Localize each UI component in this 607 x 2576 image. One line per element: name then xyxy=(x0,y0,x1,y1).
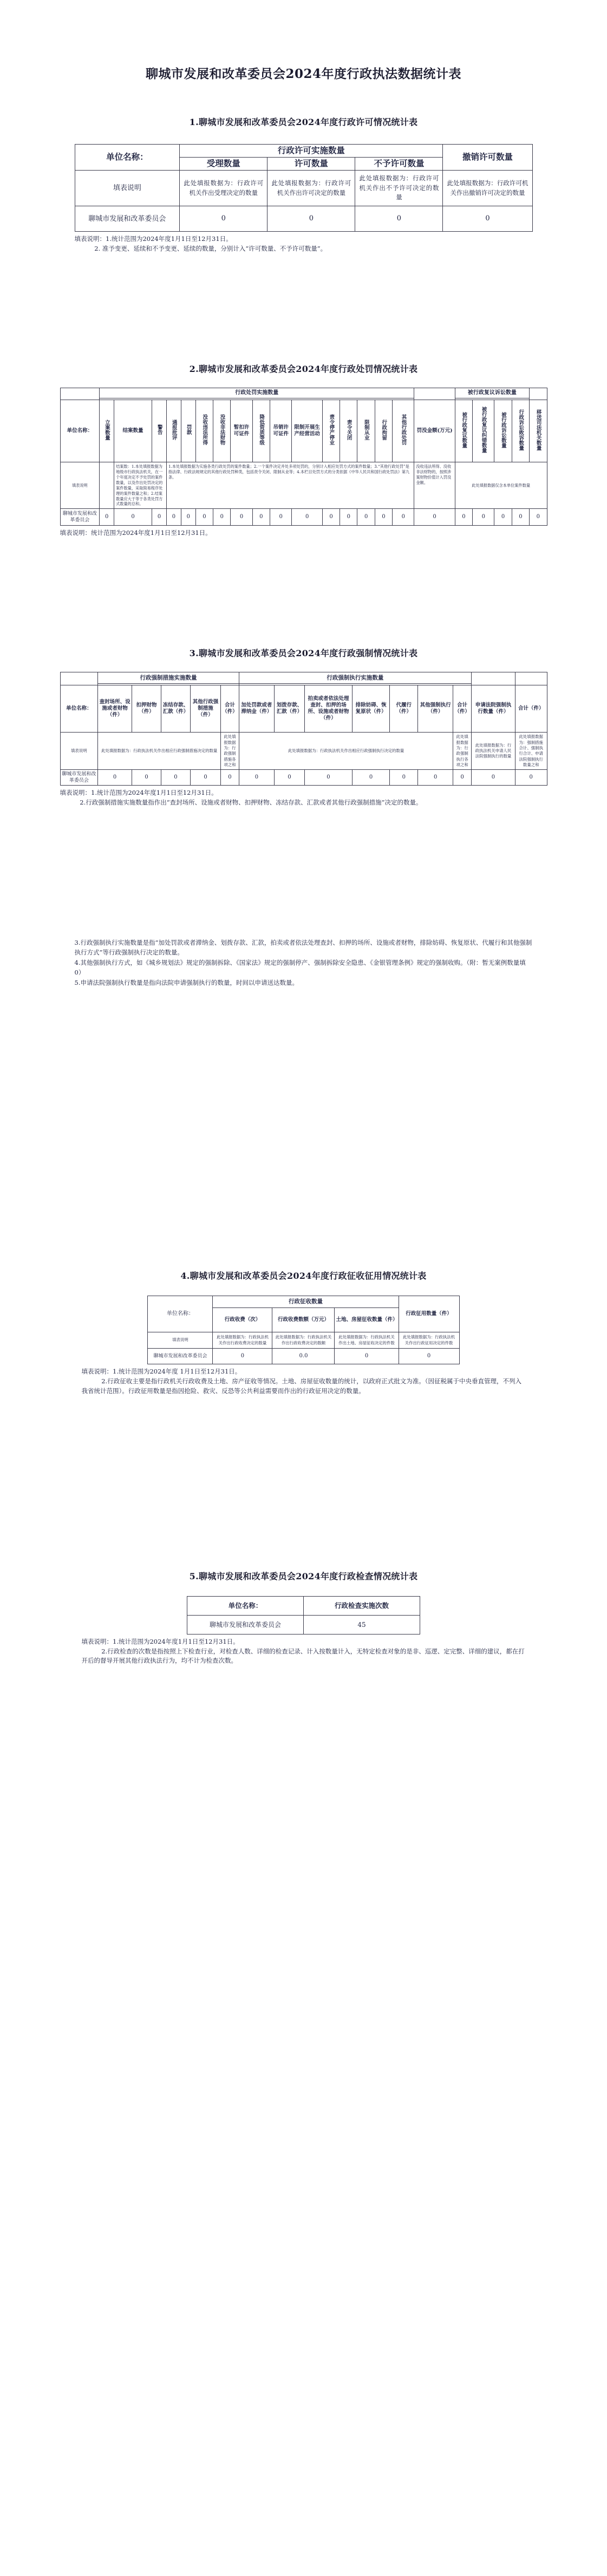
t3-value-6: 0 xyxy=(274,770,304,786)
t4-note-1: 填表说明：1.统计范围为2024年度 1月1日至12月31日。 xyxy=(81,1368,242,1376)
table-row xyxy=(60,388,547,398)
t2-col-fine: 罚款 xyxy=(181,400,195,462)
t3-col-subtotal2: 合计（件） xyxy=(453,685,472,733)
t4-expl-3: 此处填报数据为：行政执法机关作出行政征用决定的件数 xyxy=(399,1332,459,1348)
t4-row-label: 聊城市发展和改革委员会 xyxy=(148,1349,213,1364)
table3-extended-notes xyxy=(75,938,533,988)
t4-value-0: 0 xyxy=(213,1349,272,1364)
t3-mid-note-3: 3.行政强制执行实施数量是指“加处罚款或者滞纳金、划拨存款、汇款，拍卖或者依法处理查封、扣押的场所、设施或者财物，排除妨碍、恢复原状、代履行和其他强制执行方式”等行政强制执行决定的数量。 xyxy=(74,938,532,957)
table-row xyxy=(148,1332,459,1348)
table-row xyxy=(60,672,547,684)
t1-value-accept: 0 xyxy=(180,206,267,232)
t1-revoke-header: 撤销许可数量 xyxy=(443,145,532,171)
t1-col-accept: 受理数量 xyxy=(180,157,267,170)
t2-col-confiscate-gain: 没收违法所得 xyxy=(195,400,213,462)
administrative-license-table xyxy=(75,144,533,232)
t3-row-label: 聊城市发展和改革委员会 xyxy=(60,770,98,786)
t1-note-1: 填表说明：1.统计范围为2024年度1月1日至12月31日。 xyxy=(74,235,232,243)
t1-value-revoke: 0 xyxy=(443,206,532,232)
t2-value-19: 0 xyxy=(494,509,512,526)
t4-unit-header: 单位名称： xyxy=(148,1296,213,1332)
table5-notes xyxy=(82,1637,526,1666)
t3-value-5: 0 xyxy=(239,770,274,786)
t5-unit-header: 单位名称： xyxy=(187,1596,304,1615)
t3-value-13: 0 xyxy=(515,770,547,786)
t2-value-21: 0 xyxy=(530,509,547,526)
t2-value-13: 0 xyxy=(357,509,375,526)
t3-col-other-execute: 其他强制执行（件） xyxy=(418,685,453,733)
t3-expl-sub1: 此处填报数据为：行政强制措施各项之和 xyxy=(221,733,239,770)
t3-expl-execute: 此处填报数据为：行政执法机关作出相应行政强制执行决定的数量 xyxy=(239,733,453,770)
t2-value-15: 0 xyxy=(393,509,414,526)
table-row xyxy=(187,1615,420,1634)
t2-col-fine-amount: 罚没金额(万元) xyxy=(414,400,455,462)
t3-col-subtotal1: 合计（件） xyxy=(221,685,239,733)
table-row xyxy=(148,1296,459,1307)
t2-expl-amount: 没收违法所得、没收非法财物的，按照涉案财物价值计入罚没金额。 xyxy=(414,462,455,509)
t2-col-confiscate-property: 没收非法财物 xyxy=(213,400,231,462)
t3-value-12: 0 xyxy=(472,770,515,786)
table-row xyxy=(148,1349,459,1364)
administrative-compulsion-table xyxy=(60,672,547,786)
t2-expl-review: 此处填报数据仅含本单位案件数量 xyxy=(455,462,547,509)
t1-expl-denied: 此处填报数据为：行政许可机关作出不予许可决定的数量 xyxy=(355,170,443,206)
table-row xyxy=(60,462,547,509)
t2-amount-spacer xyxy=(414,388,455,400)
t1-expl-revoke: 此处填报数据为：行政许可机关作出撤销许可决定的数量 xyxy=(443,170,532,206)
t5-col-inspection: 行政检查实施次数 xyxy=(304,1596,420,1615)
t2-value-18: 0 xyxy=(473,509,494,526)
table-row xyxy=(60,770,547,786)
t3-col-auction: 拍卖或者依法处理查封、扣押的场所、设施或者财物（件） xyxy=(305,685,353,733)
t2-value-16: 0 xyxy=(414,509,455,526)
t3-value-0: 0 xyxy=(98,770,132,786)
t3-value-10: 0 xyxy=(418,770,453,786)
t2-value-20: 0 xyxy=(512,509,529,526)
t3-mid-note-5: 5.申请法院强制执行数量是指向法院申请强制执行的数量，时间以申请送达数量。 xyxy=(74,978,298,986)
table3-notes xyxy=(60,788,547,808)
t3-value-1: 0 xyxy=(132,770,161,786)
table-row xyxy=(187,1596,420,1615)
t4-expl-0: 此处填报数据为：行政执法机关作出行政收费决定的数量 xyxy=(213,1332,272,1348)
table5-title: 5.聊城市发展和改革委员会2024年度行政检查情况统计表 xyxy=(189,1571,418,1581)
t4-col-requisition: 行政征用数量（件） xyxy=(399,1296,459,1332)
t2-col-transfer-judicial: 移送司法机关数量 xyxy=(530,400,547,462)
t3-mid-note-4: 4.其他强制执行方式，如《城乡规划法》规定的强制拆除、《国家法》规定的强制停产、强制拆除安全隐患、《金银管理条例》规定的强制收购。（附：暂无案例数量填0） xyxy=(74,958,526,977)
t1-unit-header: 单位名称： xyxy=(75,145,180,171)
t3-court-spacer xyxy=(472,672,515,685)
t2-expl-filed-blank xyxy=(100,462,114,509)
t2-col-other-penalty: 其他行政处罚 xyxy=(393,400,414,462)
t2-value-12: 0 xyxy=(340,509,357,526)
t3-col-freeze: 冻结存款、汇款（件） xyxy=(161,685,191,733)
t4-value-2: 0 xyxy=(335,1349,399,1364)
table1-title: 1.聊城市发展和改革委员会2024年度行政许可情况统计表 xyxy=(189,117,418,127)
t2-col-detention: 行政拘留 xyxy=(375,400,392,462)
t3-unit-header: 单位名称： xyxy=(60,685,98,733)
t2-col-circular: 通报批评 xyxy=(166,400,181,462)
table-row xyxy=(60,400,547,462)
t4-expl-2: 此处填报数据为：行政执法机关作出土地、房屋征收决定的件数 xyxy=(335,1332,399,1348)
administrative-penalty-table xyxy=(60,388,547,526)
t2-value-9: 0 xyxy=(270,509,292,526)
t3-corner xyxy=(60,672,98,685)
t3-col-substitute: 代履行（件） xyxy=(390,685,418,733)
t2-value-8: 0 xyxy=(252,509,270,526)
t3-expl-total: 此处填报数据为：强制措施合计、强制执行合计、申请法院强制执行数量之和 xyxy=(515,733,547,770)
table-row xyxy=(75,145,532,158)
t3-value-8: 0 xyxy=(352,770,390,786)
t2-col-revoke-license: 吊销许可证件 xyxy=(270,400,292,462)
t2-col-restrict-practice: 限制从业 xyxy=(357,400,375,462)
t3-value-11: 0 xyxy=(453,770,472,786)
document-title: 聊城市发展和改革委员会2024年度行政执法数据统计表 xyxy=(145,67,461,81)
t2-col-stop-production: 责令停产停业 xyxy=(322,400,340,462)
t2-col-reconsideration-corrected: 被行政复议纠错数量 xyxy=(473,400,494,462)
t3-expl-court: 此处填报数据为：行政执法机关申请人民法院强制执行的数量 xyxy=(472,733,515,770)
t2-col-suspend-license: 暂扣许可证件 xyxy=(231,400,252,462)
t2-col-litigation-lost: 行政诉讼败诉数量 xyxy=(512,400,529,462)
t2-value-17: 0 xyxy=(455,509,472,526)
t5-value: 45 xyxy=(304,1615,420,1634)
t3-value-4: 0 xyxy=(221,770,239,786)
t1-col-granted: 许可数量 xyxy=(267,157,355,170)
t4-col-land-house: 土地、房屋征收数量（件） xyxy=(335,1307,399,1332)
t1-note-label: 填表说明 xyxy=(75,170,180,206)
t1-group-header: 行政许可实施数量 xyxy=(180,145,443,158)
table-row xyxy=(60,509,547,526)
t2-value-5: 0 xyxy=(195,509,213,526)
t2-note-1: 填表说明：统计范围为2024年度1月1日至12月31日。 xyxy=(60,529,212,537)
t4-col-fee-amount: 行政收费数额（万元） xyxy=(272,1307,335,1332)
t2-group-review: 被行政复议诉讼数量 xyxy=(455,388,529,398)
t2-col-restrict-business: 限制开展生产经营活动 xyxy=(292,400,323,462)
t4-value-1: 0.0 xyxy=(272,1349,335,1364)
t3-group-execute: 行政强制执行实施数量 xyxy=(239,672,471,684)
t1-note-2: 2. 准予变更、延续和不予变更、延续的数量，分别计入“许可数量、不予许可数量”。 xyxy=(94,245,327,253)
t3-value-9: 0 xyxy=(390,770,418,786)
table4-notes xyxy=(82,1367,526,1396)
t2-value-10: 0 xyxy=(292,509,323,526)
t3-group-measure: 行政强制措施实施数量 xyxy=(98,672,239,684)
table-row xyxy=(60,733,547,770)
table2-title: 2.聊城市发展和改革委员会2024年度行政处罚情况统计表 xyxy=(189,363,418,374)
table2-notes xyxy=(60,528,547,538)
t1-expl-accept: 此处填报数据为：行政许可机关作出受理决定的数量 xyxy=(180,170,267,206)
administrative-inspection-table xyxy=(187,1596,420,1634)
t2-note-label: 填表说明 xyxy=(60,462,100,509)
t2-unit-header: 单位名称： xyxy=(60,400,100,462)
t2-value-2: 0 xyxy=(152,509,167,526)
t2-corner xyxy=(60,388,100,400)
t2-col-warning: 警告 xyxy=(152,400,167,462)
t1-col-denied: 不予许可数量 xyxy=(355,157,443,170)
t2-value-11: 0 xyxy=(322,509,340,526)
t2-row-label: 聊城市发展和改革委员会 xyxy=(60,509,100,526)
t2-col-filed: 立案数量 xyxy=(100,400,114,462)
t4-note-label: 填表说明 xyxy=(148,1332,213,1348)
t4-value-3: 0 xyxy=(399,1349,459,1364)
t3-expl-sub2: 此处填报数据为：行政强制执行各项之和 xyxy=(453,733,472,770)
t3-note-label: 填表说明 xyxy=(60,733,98,770)
t2-col-downgrade: 降低资质等级 xyxy=(252,400,270,462)
t1-value-granted: 0 xyxy=(267,206,355,232)
t3-col-apply-court: 申请法院强制执行数量（件） xyxy=(472,685,515,733)
t2-col-litigation: 被行政诉讼数量 xyxy=(494,400,512,462)
t1-row-label: 聊城市发展和改革委员会 xyxy=(75,206,180,232)
t1-expl-granted: 此处填报数据为：行政许可机关作出许可决定的数量 xyxy=(267,170,355,206)
t3-value-3: 0 xyxy=(190,770,220,786)
t5-note-2: 2.行政检查的次数是指按照上下检查行业，对检查人数、详细的检查记录、计入按数量计入，无特定检查对象的是非、巡逻、定完整、详细的建议，都在打开后的督导开展其他行政执法行为，均不计为检查次数。 xyxy=(81,1647,525,1665)
t2-expl-closed: 结案数：1.本处填报数据为地级市行政执法机关，在一个年度决定不予处罚的案件数量，以及作出处罚决定的案件数量，采取简易程序处理的案件数量之和；2.结案数量应大于等于各类处罚方式数量的总和。 xyxy=(114,462,167,509)
t1-value-denied: 0 xyxy=(355,206,443,232)
t2-value-0: 0 xyxy=(100,509,114,526)
t3-col-other-measure: 其他行政强制措施（件） xyxy=(190,685,220,733)
t2-value-14: 0 xyxy=(375,509,392,526)
t4-col-fee-times: 行政收费（次） xyxy=(213,1307,272,1332)
t3-col-seal: 查封场所、设施或者财物（件） xyxy=(98,685,132,733)
table3-title: 3.聊城市发展和改革委员会2024年度行政强制情况统计表 xyxy=(189,648,418,659)
t3-total-spacer xyxy=(515,672,547,685)
t2-expl-types: 1.本处填报数据为实施各类行政处罚的案件数量；2.一个案件决定并处多项处罚的，分别计入相应处罚方式的案件数量；3.“其他行政处罚”是指法律、行政法规规定的其他行政处罚种类，包括责令关闭、限制从业等；4.本栏目处罚方式的分类依据《中华人民共和国行政处罚法》第九条。 xyxy=(166,462,414,509)
table-row xyxy=(75,170,532,206)
t3-value-7: 0 xyxy=(305,770,353,786)
table-row xyxy=(75,206,532,232)
table-row xyxy=(60,685,547,733)
t2-col-order-close: 责令关闭 xyxy=(340,400,357,462)
t2-col-closed: 结案数量 xyxy=(114,400,152,462)
t3-expl-measure: 此处填报数据为：行政执法机关作出相应行政强制措施决定的数量 xyxy=(98,733,221,770)
t3-col-detain: 扣押财物（件） xyxy=(132,685,161,733)
t3-col-total: 合计（件） xyxy=(515,685,547,733)
t4-note-2: 2.行政征收主要是指行政机关行政收费及土地、房产征收等情况。土地、房屋征收数量的统计，以政府正式批文为准。（因征税属于中央垂直管理，不列入我省统计范围）。行政征用数量是指因抢险、救灾、反恐等公共利益需要而作出的行政征用决定的数量。 xyxy=(81,1377,522,1395)
t5-note-1: 填表说明：1.统计范围为2024年度1月1日至12月31日。 xyxy=(81,1637,239,1645)
t2-value-4: 0 xyxy=(181,509,195,526)
t3-note-2: 2.行政强制措施实施数量指作出“查封场所、设施或者财物、扣押财物、冻结存款、汇款或者其他行政强制措施”决定的数量。 xyxy=(80,799,422,807)
t3-col-extra-fine: 加处罚款或者滞纳金（件） xyxy=(239,685,274,733)
t4-expl-1: 此处填报数据为：行政执法机关作出行政收费决定的数额 xyxy=(272,1332,335,1348)
t2-value-7: 0 xyxy=(231,509,252,526)
t4-group-collect: 行政征收数量 xyxy=(213,1296,399,1307)
t3-col-remove-obstacle: 排除妨碍、恢复原状（件） xyxy=(352,685,390,733)
t2-group-penalty: 行政处罚实施数量 xyxy=(100,388,414,398)
t5-row-label: 聊城市发展和改革委员会 xyxy=(187,1615,304,1634)
table4-title: 4.聊城市发展和改革委员会2024年度行政征收征用情况统计表 xyxy=(180,1270,427,1281)
t2-value-6: 0 xyxy=(213,509,231,526)
administrative-levy-table xyxy=(147,1296,459,1364)
t2-value-1: 0 xyxy=(114,509,152,526)
t2-col-reconsideration: 被行政复议数量 xyxy=(455,400,472,462)
t2-transfer-spacer xyxy=(530,388,547,400)
t3-col-transfer-deposit: 划拨存款、汇款（件） xyxy=(274,685,304,733)
t2-value-3: 0 xyxy=(166,509,181,526)
table1-notes xyxy=(75,234,533,254)
t3-note-1: 填表说明：1.统计范围为2024年度1月1日至12月31日。 xyxy=(60,789,218,797)
t3-value-2: 0 xyxy=(161,770,191,786)
